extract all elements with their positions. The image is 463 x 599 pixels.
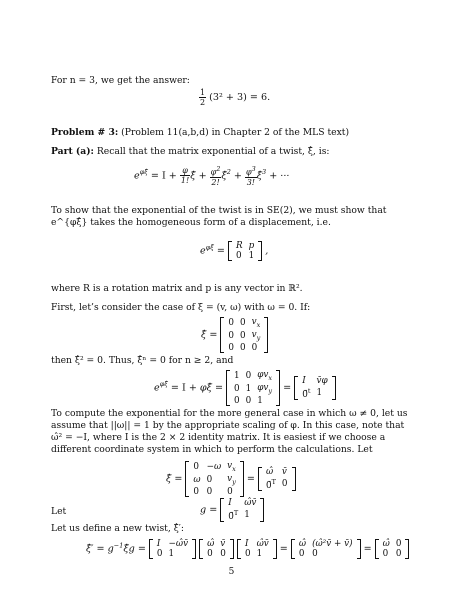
page-number: 5 [228, 567, 235, 577]
twist-matrix-zero-omega: ξ̂ = 0 0 $v_x$ 0 0 $v_y$ 0 0 0 [201, 317, 268, 353]
exponential-zero-omega-equation: $e^{\varphi\xî} = I$ + φξ̂ = 1 0 $\varphi v_x$ 0 1 $\varphi v_y$ 0 0 1 = I v̄φ 0̄$^t$ 1 [154, 370, 336, 406]
answer-equation-text: (3² + 3) = 6. [209, 92, 271, 103]
label-let: Let [51, 506, 67, 517]
intro-text: For n = 3, we get the answer: [51, 75, 190, 86]
para-first: First, let’s consider the case of ξ = (v, ω) with ω = 0. If: [51, 302, 311, 313]
twist-matrix-general: ξ̂ = 0 −ω $v_x$ ω 0 $v_y$ 0 0 0 = ω̂ v̄ 0̄$^T$ 0 [166, 461, 296, 497]
problem-subtitle: (Problem 11(a,b,d) in Chapter 2 of the MLS text) [121, 127, 350, 138]
part-a-text: Recall that the matrix exponential of a twist, ξ̂, is: [96, 146, 330, 157]
para-then: then ξ̂² = 0. Thus, ξ̂ⁿ = 0 for n ≥ 2, and [51, 355, 234, 366]
homogeneous-form-equation: $e^{\varphi\xî}$ = R p 0 1 , [200, 241, 269, 261]
problem-heading-line [51, 127, 413, 139]
part-a-heading: Part (a): [51, 146, 94, 157]
new-twist-equation: ξ̂′ = $g^{-1}\xîg$ = I −ω̂v̄ 0 1 ω̂ v̄ 0 0 I ω̂v̄ 0 1 = ω̂ (ω̂²v̄ + v̄) 0 0 = ω̂ 0 0 0 [86, 539, 409, 559]
problem-heading: Problem # 3: [51, 127, 119, 138]
exponential-series-equation: $e^{\varphi\xî} = I$ + $\frac{\varphi}{1!}$ ξ̂ + $\frac{\varphi^2}{2!}$ ξ̂$^2$ + $\frac{\varphi^3}{3!}$ ξ̂$^3$ + ··· [134, 165, 290, 187]
para-show: To show that the exponential of the twist is in SE(2), we must show that e^{φξ̂} takes the homogeneous form of a displacement, i.e. [51, 205, 387, 228]
para-where: where R is a rotation matrix and p is any vector in ℝ². [51, 283, 303, 294]
part-a-line [51, 146, 413, 158]
para-define: Let us define a new twist, ξ̂′: [51, 523, 184, 534]
answer-equation: $\frac{1}{2}$ (3² + 3) = 6. [200, 88, 271, 107]
g-matrix-equation: g = I ω̂v̄ 0̄$^T$ 1 [200, 498, 264, 522]
para-general: To compute the exponential for the more general case in which ω ≠ 0, let us assume that ||ω|| = 1 by the appropriate scaling of φ. In this case, note that ω̂² = −I, where I is the 2 × 2 identity matrix. It is easiest if we choose a different coordinate system in which to perform the calculations. Let [51, 408, 408, 455]
